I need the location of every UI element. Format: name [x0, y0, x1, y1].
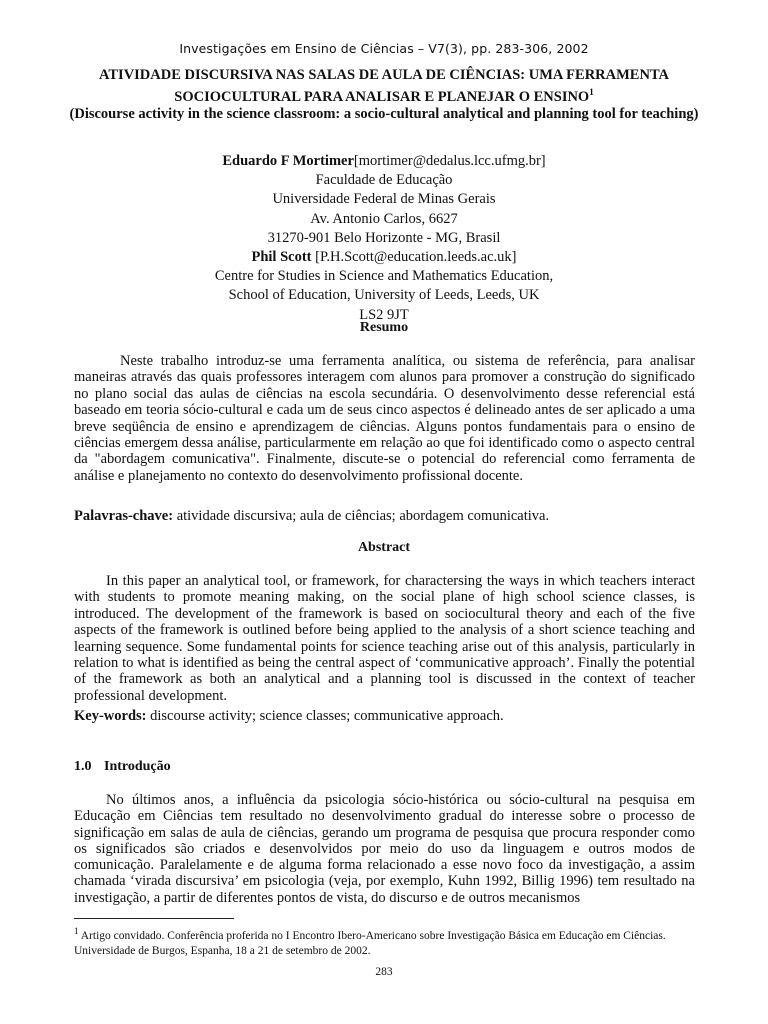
abstract-text: In this paper an analytical tool, or framework, for charactersing the ways in which teachers interact with students to promote meaning making, on the social plane of high school science classes, is introduced. The development of the framework is based on sociocultural theory and each of the five aspects of the framework is outlined before being applied to the analysis of a short science teaching and learning sequence. Some fundamental points for science teaching arise out of this analysis, particularly in relation to what is identified as being the central aspect of ‘communicative approach’. Finally the potential of the framework as both an analytical and a planning tool is discussed in the context of teacher professional development. [74, 573, 695, 704]
author1-affil-line: Universidade Federal de Minas Gerais [272, 191, 496, 208]
author1-email: [mortimer@dedalus.lcc.ufmg.br] [353, 153, 546, 169]
resumo-keywords-text: atividade discursiva; aula de ciências; abordagem comunicativa. [176, 508, 550, 524]
author1-affil-line: 31270-901 Belo Horizonte - MG, Brasil [267, 229, 501, 246]
abstract-heading: Abstract [357, 540, 411, 555]
title-footnote-mark: 1 [589, 87, 594, 97]
running-head: Investigações em Ensino de Ciências – V7(3), pp. 283-306, 2002 [179, 41, 589, 56]
footnote [74, 924, 695, 959]
footnote-divider [74, 918, 234, 919]
resumo-text: Neste trabalho introduz-se uma ferramenta analítica, ou sistema de referência, para analisar maneiras através das quais professores interagem com alunos para promover a construção do significado no plano social das aulas de ciências na escola secundária. O desenvolvimento desse referencial está baseado em teoria sócio-cultural e cada um de seus cinco aspectos é delineado antes de ser aplicado a uma breve seqüência de ensino e aprendizagem de ciências. Alguns pontos fundamentais para o ensino de ciências emergem dessa análise, particularmente em relação ao que foi identificado como o aspecto central da "abordagem comunicativa". Finalmente, discute-se o potencial do referencial como ferramenta de análise e planejamento no contexto do desenvolvimento profissional docente. [74, 353, 695, 484]
page-number: 283 [375, 966, 393, 978]
author1-affil-line: Av. Antonio Carlos, 6627 [310, 210, 458, 227]
paper-title [60, 67, 708, 123]
abstract-keywords [74, 708, 695, 725]
author2-affil-line: School of Education, University of Leeds, Leeds, UK [228, 287, 540, 304]
author2-affil-line: Centre for Studies in Science and Mathematics Education, [214, 268, 554, 285]
resumo-keywords [74, 508, 695, 525]
title-pt-line1: ATIVIDADE DISCURSIVA NAS SALAS DE AULA DE CIÊNCIAS: UMA FERRAMENTA [98, 67, 670, 83]
resumo-paragraph [74, 353, 695, 484]
intro-number: 1.0 [74, 759, 92, 774]
author1-name: Eduardo F Mortimer [222, 153, 354, 169]
intro-heading [74, 759, 171, 775]
author2-affil-line: LS2 9JT [359, 306, 409, 323]
footnote-text: Artigo convidado. Conferência proferida no I Encontro Ibero-Americano sobre Investigação Básica em Educação em Ciências. Universidade de Burgos, Espanha, 18 a 21 de setembro de 2002. [74, 929, 666, 957]
footnote-mark: 1 [74, 926, 79, 936]
title-en: (Discourse activity in the science classroom: a socio-cultural analytical and planning tool for teaching) [69, 105, 699, 122]
author2-line [80, 248, 688, 267]
intro-text: No últimos anos, a influência da psicologia sócio-histórica ou sócio-cultural na pesquisa em Educação em Ciências tem resultado no desenvolvimento gradual do interesse sobre o processo de significação em salas de aula de ciências, gerando um programa de pesquisa que procura responder como os significados são criados e desenvolvidos por meio do uso da linguagem e outros modos de comunicação. Paralelamente e de alguma forma relacionado a esse novo foco da investigação, a assim chamada ‘virada discursiva’ em psicologia (veja, por exemplo, Kuhn 1992, Billig 1996) tem resultado na investigação, a partir de diferentes pontos de vista, do discurso e de outros mecanismos [74, 792, 695, 906]
intro-paragraph [74, 792, 695, 906]
resumo-heading: Resumo [359, 320, 409, 335]
author2-name: Phil Scott [251, 249, 312, 266]
resumo-keywords-label: Palavras-chave: [74, 508, 174, 524]
author1-line [80, 152, 688, 171]
title-pt-line2 [60, 84, 708, 106]
abstract-paragraph [74, 573, 695, 704]
intro-title: Introdução [104, 759, 171, 774]
title-pt-line2-text: SOCIOCULTURAL PARA ANALISAR E PLANEJAR O ENSINO [174, 88, 590, 105]
author1-affil-line: Faculdade de Educação [315, 172, 453, 189]
abstract-keywords-label: Key-words: [74, 708, 147, 724]
abstract-keywords-text: discourse activity; science classes; communicative approach. [150, 708, 504, 724]
author-block [80, 152, 688, 325]
author2-email: [P.H.Scott@education.leeds.ac.uk] [315, 249, 517, 266]
